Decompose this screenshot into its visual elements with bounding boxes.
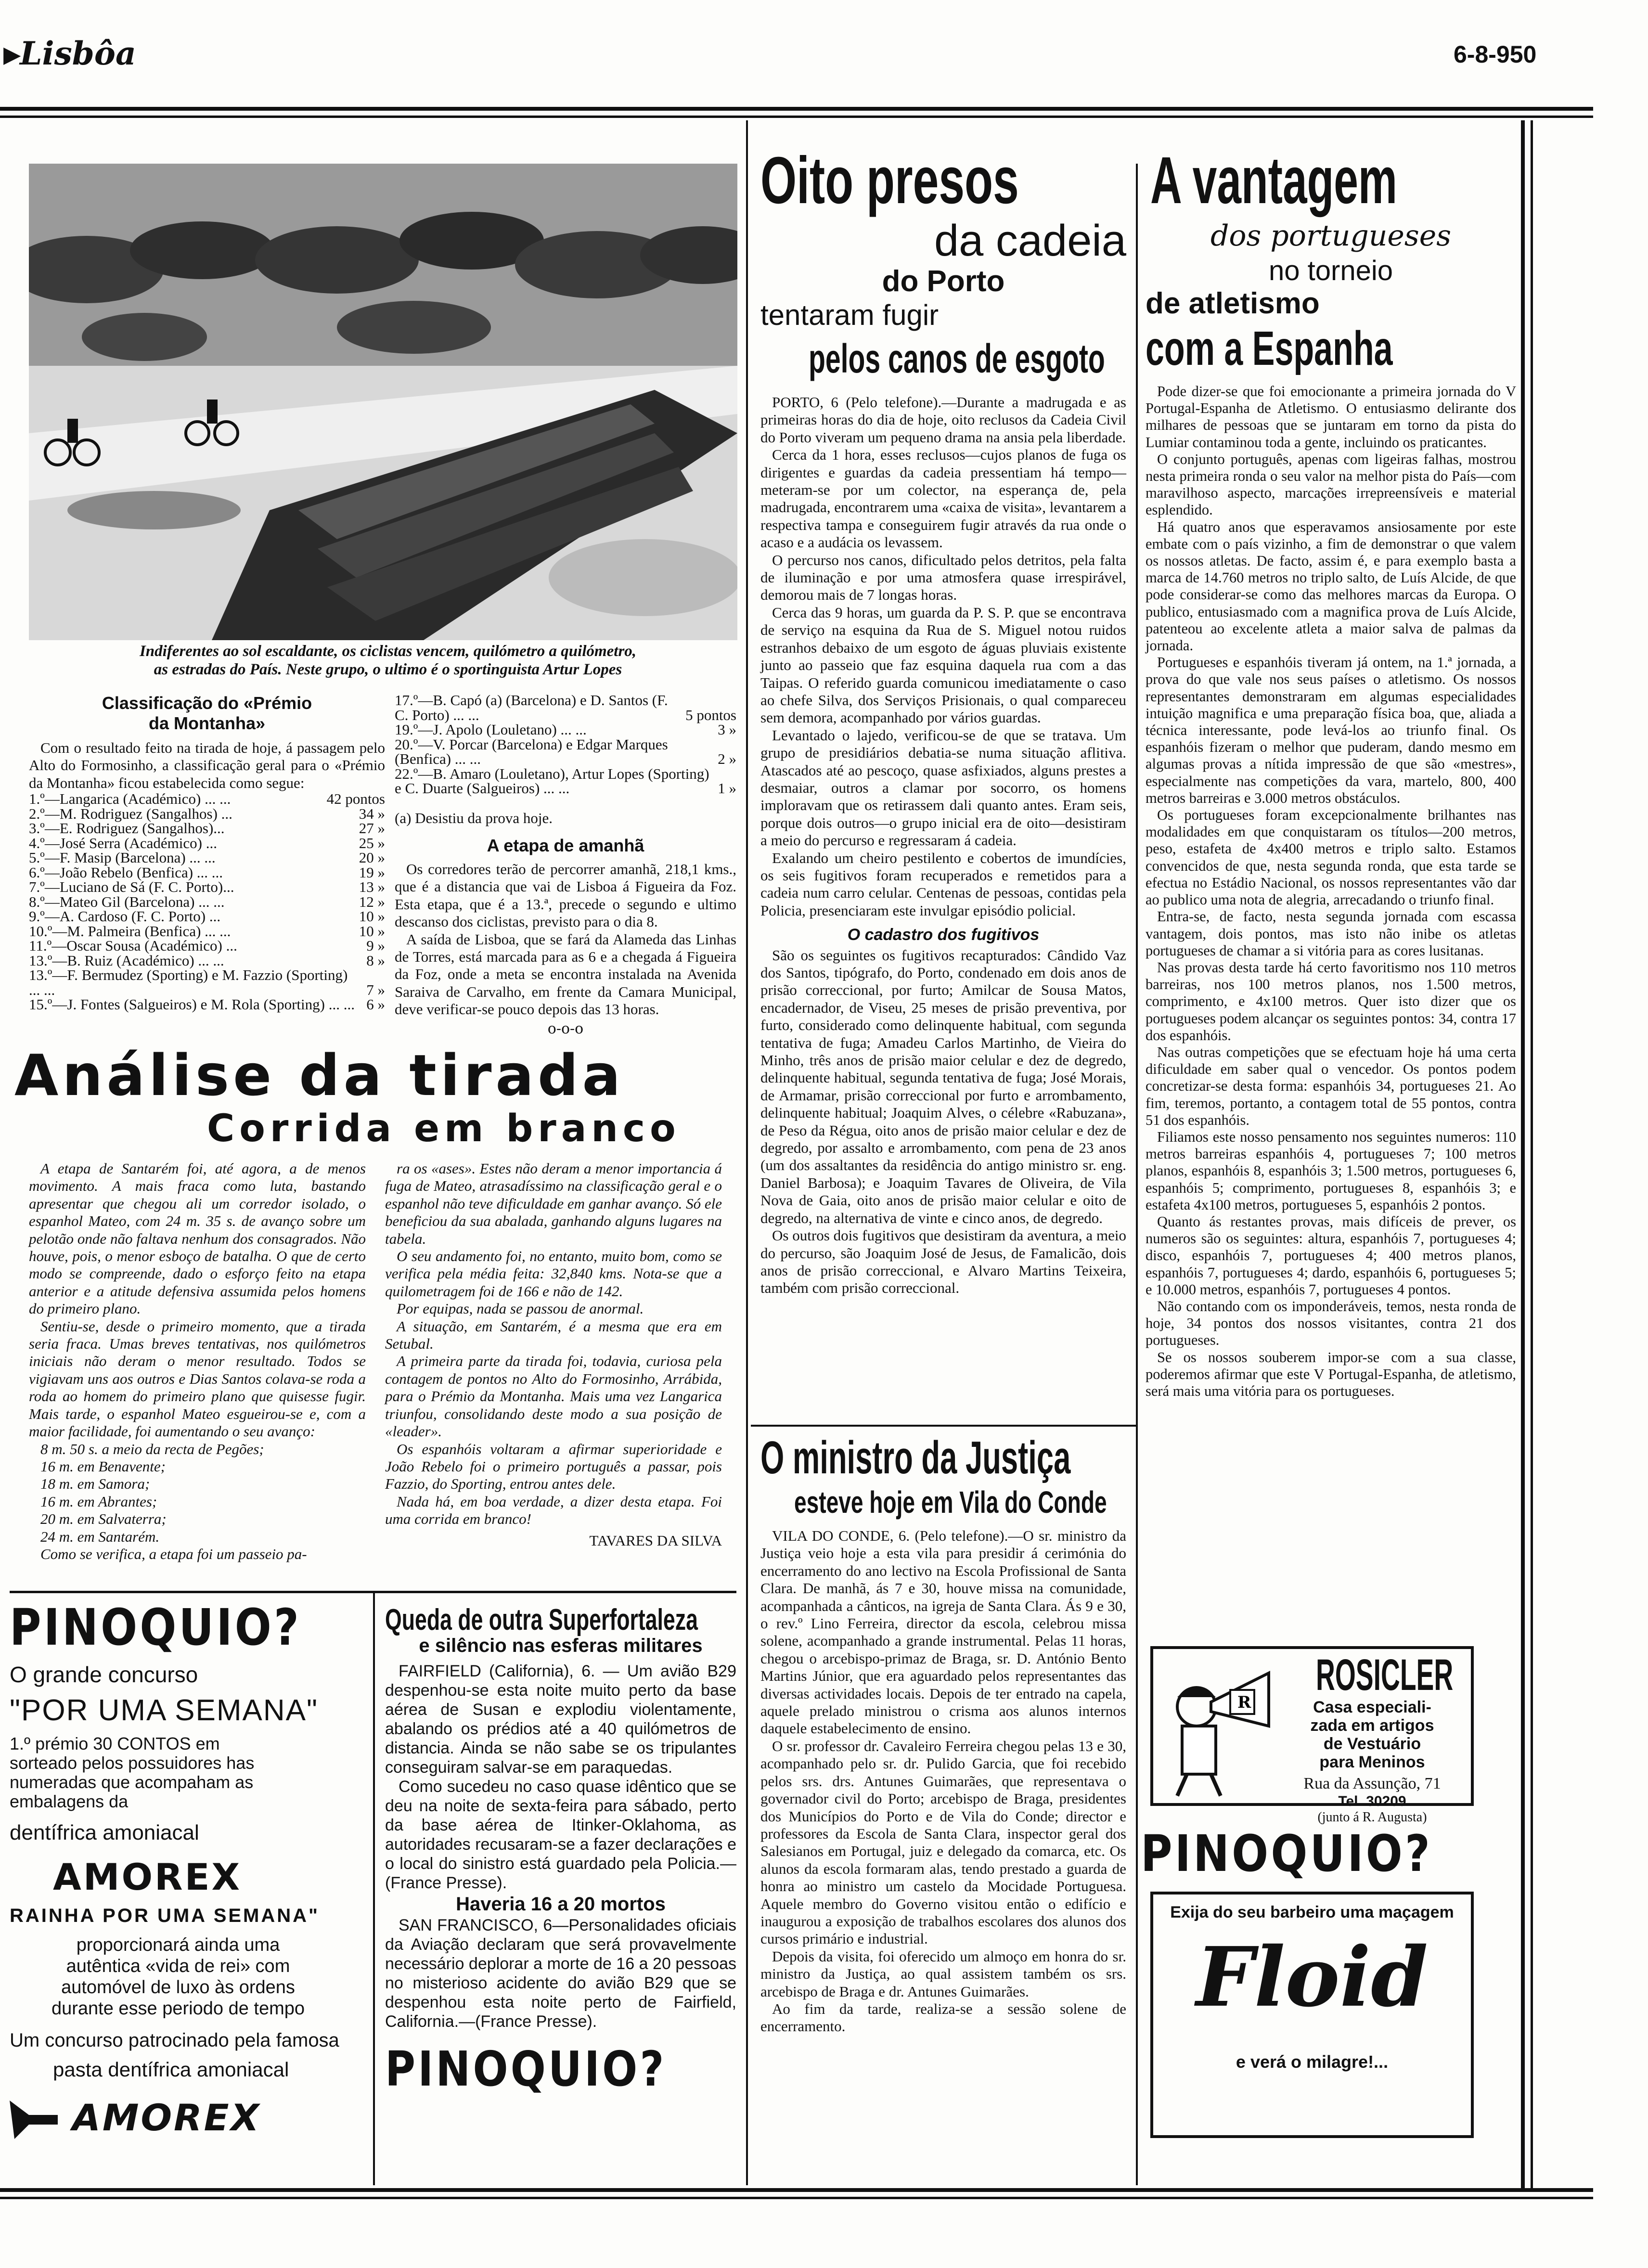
- classification-points: 12 »: [359, 893, 385, 910]
- classification-rider: Luciano de Sá (F. C. Porto)...: [59, 878, 234, 896]
- classification-rider: J. Apolo (Louletano) ... ...: [433, 721, 587, 738]
- dash: —: [418, 721, 433, 738]
- classification-position: 7.º: [29, 878, 45, 896]
- pinoquio-ad-title: PINOQUIO?: [10, 1598, 302, 1657]
- classification-position: 4.º: [29, 834, 45, 851]
- ad-line-semana: "POR UMA SEMANA": [10, 1694, 319, 1727]
- dash: —: [44, 893, 60, 910]
- classification-row: [29, 895, 385, 910]
- floid-line1: Exija do seu barbeiro uma maçagem: [1170, 1903, 1454, 1921]
- classification-points: 6 »: [366, 996, 385, 1013]
- classification-row: [395, 722, 736, 737]
- classification-note: (a) Desistiu da prova hoje.: [395, 809, 553, 826]
- oito-line2: da cadeia: [934, 216, 1126, 265]
- classification-position: 13.º: [29, 952, 52, 969]
- oito-title: Oito presos: [760, 143, 1019, 218]
- etapa-title: A etapa de amanhã: [487, 835, 644, 855]
- oito-line3: do Porto: [882, 265, 1005, 298]
- etapa-body: Os corredores terão de percorrer amanhã, 218,1 kms., que é a distancia que vai de Lisboa á Figueira da Foz. Esta etapa, que é a 13.ª, precede o segundo e ultimo descanso dos ciclistas, previsto para o dia 8. A saída de Lisboa, que se fará da Alameda das Linhas de Torres, está marcada para as 6 e a chegada á Figueira da Foz, onde a meta se encontra instalada na Avenida Saraiva de Carvalho, em frente da Camara Municipal, deve verificar-se pouco depois das 13 horas.: [395, 860, 736, 1018]
- ministro-rule: [751, 1425, 1136, 1427]
- oito-line5: pelos canos de esgoto: [809, 336, 1105, 381]
- vantagem-line3: no torneio: [1269, 255, 1393, 286]
- classification-rider: M. Rodriguez (Sangalhos) ...: [59, 805, 232, 822]
- vantagem-line4: de atletismo: [1146, 287, 1320, 320]
- ad-line-rainha: RAINHA POR UMA SEMANA": [10, 1905, 320, 1926]
- column-divider-mid: [746, 120, 748, 2185]
- analise-col1: A etapa de Santarém foi, até agora, a de menos movimento. A mais fraca como luta, bastando apresentar que chegou ali um corredor isolado, o espanhol Mateo, com 24 m. 35 s. de avanço sobre um pelotão onde não faltava nenhum dos consagrados. Não houve, pois, o menor esboço de batalha. O que de certo modo se compreende, dado o esforço feito na etapa anterior e a atitude defensiva assumida pelos homens do primeiro plano. Sentiu-se, desde o primeiro momento, que a tirada seria fraca. Umas breves tentativas, nos quilómetros iniciais não deram o menor resultado. Todos se vigiavam uns aos outros e Dias Santos colava-se roda a roda ao homem do primeiro plano que quisesse fugir. Mais tarde, o espanhol Mateo esgueirou-se e, com a maior facilidade, foi aumentando o seu avanço: 8 m. 50 s. a meio da recta de Pegões; 16 m. em Benavente; 18 m. em Samora; 16 m. em Abrantes; 20 m. em Salvaterra; 24 m. em Santarém. Como se verifica, a etapa foi um passeio pa-: [29, 1160, 366, 1562]
- fortaleza-subtitle: e silêncio nas esferas militares: [419, 1635, 703, 1656]
- dash: —: [418, 735, 433, 753]
- classification-row: [29, 997, 385, 1012]
- right-border: [1521, 120, 1525, 2190]
- oito-presos-article: [760, 144, 1126, 1297]
- classification-points: 20 »: [359, 849, 385, 866]
- cyclists-photo: [29, 164, 737, 640]
- classification-position: 1.º: [29, 790, 45, 808]
- dash: —: [44, 863, 60, 881]
- classification-points: 27 »: [359, 820, 385, 837]
- classification-position: 9.º: [29, 908, 45, 925]
- classification-position: 2.º: [29, 805, 45, 822]
- amorex-brand-footer: AMOREX: [72, 2096, 261, 2139]
- fortaleza-article: [385, 1603, 736, 2097]
- oito-subheading: O cadastro dos fugitivos: [847, 926, 1040, 944]
- classification-points: 8 »: [366, 952, 385, 969]
- classification-points: 5 pontos: [685, 706, 736, 723]
- classification-position: 3.º: [29, 820, 45, 837]
- dash: —: [44, 805, 60, 822]
- photo-caption: Indiferentes ao sol escaldante, os ciclistas vencem, quilómetro a quilómetro, as estradas do País. Neste grupo, o ultimo é o sportinguista Artur Lopes: [139, 643, 637, 678]
- classification-points: 10 »: [359, 922, 385, 940]
- dash: —: [44, 790, 60, 808]
- classification-rider: M. Palmeira (Benfica) ... ...: [67, 922, 231, 940]
- separator: o-o-o: [547, 1020, 584, 1037]
- dash: —: [52, 996, 67, 1013]
- classification-rider: B. Amaro (Louletano), Artur Lopes (Sporting) e C. Duarte (Salgueiros) ... ...: [395, 765, 709, 797]
- fortaleza-subheading: Haveria 16 a 20 mortos: [456, 1894, 666, 1915]
- fortaleza-body: FAIRFIELD (California), 6. — Um avião B29 despenhou-se esta noite muito perto da base aérea de Susan e explodiu violentamente, abalando os prédios até a 40 quilómetros de distancia. Ainda se não sabe se os tripulantes conseguiram salvar-se em paraquedas. Como sucedeu no caso quase idêntico que se deu na noite de sexta-feira para sábado, perto da base aérea de Itinker-Oklahoma, as autoridades recusaram-se a fazer declarações e o local do sinistro está guardado pela Policia.— (France Presse). Haveria 16 a 20 mortos SAN FRANCISCO, 6—Personalidades oficiais da Aviação declaram que será provavelmente necessário deplorar a morte de 16 a 20 pessoas no misterioso acidente do avião B29 que se despenhou esta noite perto de Fairfield, California.—(France Presse).: [385, 1662, 736, 2031]
- ad-line-dentifrica: dentífrica amoniacal: [10, 1821, 199, 1844]
- rosicler-text: ROSICLER Casa especiali- zada em artigos de Vestuário para Meninos Rua da Assunção, 71 Tel. 30209 (junto á R. Augusta): [1303, 1650, 1454, 1825]
- footer-rule: [0, 2188, 1593, 2192]
- classification-position: 5.º: [29, 849, 45, 866]
- classification-title: Classificação do «Prémio da Montanha»: [102, 693, 312, 733]
- classification-points: 3 »: [718, 721, 736, 738]
- hand-pointer-icon: [10, 2096, 58, 2139]
- classification-points: 25 »: [359, 834, 385, 851]
- classification-points: 13 »: [359, 878, 385, 896]
- classification-row: [29, 939, 385, 954]
- classification-rider: F. Bermudez (Sporting) e M. Fazzio (Sporting) ... ...: [29, 966, 348, 998]
- classification-position: 20.º: [395, 735, 418, 753]
- classification-points: 7 »: [366, 981, 385, 998]
- column-divider-right: [1136, 164, 1138, 2185]
- classification-position: 10.º: [29, 922, 52, 940]
- classification-rider: E. Rodriguez (Sangalhos)...: [59, 820, 225, 837]
- amorex-brand: AMOREX: [53, 1856, 242, 1898]
- ministro-article: [760, 1432, 1126, 2036]
- column-divider: [373, 1593, 375, 2185]
- classification-points: 34 »: [359, 805, 385, 822]
- classification-points: 42 pontos: [326, 790, 385, 808]
- classification-position: 22.º: [395, 765, 418, 782]
- classification-points: 9 »: [366, 937, 385, 954]
- classification-row: [29, 954, 385, 968]
- classification-row: [29, 880, 385, 895]
- classification-row: [395, 693, 736, 722]
- analise-author: TAVARES DA SILVA: [589, 1532, 722, 1549]
- classification-rider: Oscar Sousa (Académico) ...: [66, 937, 237, 954]
- analise-title: Análise da tirada: [14, 1042, 625, 1108]
- vantagem-line5: com a Espanha: [1146, 322, 1393, 375]
- classification-row: [29, 821, 385, 836]
- dash: —: [52, 922, 67, 940]
- vantagem-article: [1146, 144, 1516, 1400]
- section-title: ▸Lisbôa: [4, 35, 136, 72]
- vantagem-body: Pode dizer-se que foi emocionante a primeira jornada do V Portugal-Espanha de Atletismo. O entusiasmo delirante dos milhares de pessoas que se juntaram em torno da pista do Lumiar contaminou toda a gente, incluindo os praticantes. O conjunto português, apenas com ligeiras falhas, mostrou nesta primeira ronda o seu valor na melhor pista do País—com maravilhoso aspecto, marcações irrepreensíveis e material esplendido. Há quatro anos que esperavamos ansiosamente por este embate com o país vizinho, a fim de demonstrar o que valem os nossos atletas. De facto, assim é, e para exemplo basta a marca de 14.760 metros no triplo salto, de Luís Alcide, de que pode considerar-se como das melhores marcas da Europa. O publico, entusiasmado com a magnifica prova de Luís Alcide, patenteou ao excelente atleta a maior salva de palmas da jornada. Portugueses e espanhóis tiveram já ontem, na 1.ª jornada, a prova do que vale nos seus países o atletismo. Os nossos representantes demonstraram em algumas especialidades intuição magnifica e uma preparação física boa, que, aliada a técnica interessante, pode levá-los ao triunfo final. Os espanhóis fizeram o melhor que puderam, dando mesmo em algumas provas a nítida impressão de que são «mestres», especialmente nas competições da vara, martelo, 800, 400 metros barreiras e 3.000 metros obstáculos. Os portugueses foram excepcionalmente brilhantes nas modalidades em que conquistaram os títulos—200 metros, peso, estafeta de 4x400 metros e triplo salto. Estamos convencidos de que, nesta segunda ronda, que esta tarde se efectua no Estádio Nacional, os nossos representantes vão dar ao publico uma nota de alegria, arrecadando o triunfo final. Entra-se, de facto, nesta segunda jornada com escassa vantagem, dois pontos, mas isto não inibe os atletas portugueses de chamar a si vitória para as cores lusitanas. Nas provas desta tarde há certo favoritismo nos 110 metros barreiras, nos 100 metros planos, nos 1.500 metros, comprimento, e 4x100 metros. Quer isto dizer que os portugueses podem alcançar os seguintes pontos: 34, contra 17 dos espanhóis. Nas outras competições que se efectuam hoje há uma certa dificuldade em saber qual o vencedor. Os pontos podem concretizar-se desta forma: espanhóis 34, portugueses 21. Ao fim, teremos, portanto, a contagem total de 55 pontos, contra 51 dos espanhóis. Filiamos este nosso pensamento nos seguintes numeros: 110 metros barreiras espanhóis 4, portugueses 7; 100 metros planos, espanhóis 8, espanhóis 3; 1.500 metros, portugueses 6, espanhóis 5; comprimento, portugueses 8, espanhóis 3; e estafeta 4x100 metros, portugueses 5, espanhóis 2 pontos. Quanto ás restantes provas, mais difíceis de prever, os numeros são os seguintes: altura, espanhóis 7, portugueses 4; disco, espanhóis 7, portugueses 4; 400 metros planos, espanhóis 7, portugueses 4; dardo, espanhóis 6, portugueses 5; e 10.000 metros, espanhóis 7, portugueses 4 pontos. Não contando com os imponderáveis, temos, nesta ronda de hoje, 34 pontos dos nossos visitantes, contra 21 dos portugueses. Se os nossos souberem impor-se com a sua classe, poderemos afirmar que este V Portugal-Espanha, de atletismo, será mais uma vitória para os portugueses.: [1146, 383, 1516, 1399]
- dash: —: [44, 849, 60, 866]
- dash: —: [52, 952, 67, 969]
- classification-position: 6.º: [29, 863, 45, 881]
- header-rule-thin: [0, 116, 1593, 118]
- classification-row: [29, 909, 385, 924]
- svg-text:R: R: [1237, 1693, 1251, 1712]
- ad-line-vida: proporcionará ainda uma autêntica «vida de rei» com automóvel de luxo às ordens durante esse periodo de tempo: [51, 1935, 305, 2019]
- fortaleza-title: Queda de outra Superfortaleza: [385, 1603, 698, 1637]
- classification-position: 17.º: [395, 692, 418, 709]
- classification-rider: Langarica (Académico) ... ...: [59, 790, 231, 808]
- cyclists-photo-illustration: [29, 164, 737, 640]
- dash: —: [44, 908, 60, 925]
- header-rule: [0, 107, 1593, 111]
- classification-row: [29, 792, 385, 807]
- classification-position: 19.º: [395, 721, 418, 738]
- dash: —: [52, 966, 67, 984]
- analise-subtitle: Corrida em branco: [207, 1107, 681, 1150]
- ministro-title: O ministro da Justiça: [760, 1432, 1071, 1483]
- floid-brand: Floid: [1196, 1929, 1429, 2025]
- classification-points: 2 »: [718, 750, 736, 767]
- ad-line-pasta: pasta dentífrica amoniacal: [53, 2058, 289, 2081]
- dash: —: [418, 692, 433, 709]
- right-border-thin: [1531, 120, 1533, 2190]
- dash: —: [44, 834, 60, 851]
- classification-column-right: [395, 693, 736, 1037]
- page-date: 6-8-950: [1454, 41, 1537, 68]
- amorex-footer: [10, 2096, 366, 2139]
- classification-points: 1 »: [718, 780, 736, 797]
- classification-rider: João Rebelo (Benfica) ... ...: [59, 863, 223, 881]
- dash: —: [52, 937, 67, 954]
- classification-position: 8.º: [29, 893, 45, 910]
- classification-row: [29, 807, 385, 822]
- classification-rider: A. Cardoso (F. C. Porto) ...: [59, 908, 221, 925]
- dash: —: [418, 765, 433, 782]
- ministro-body: VILA DO CONDE, 6. (Pelo telefone).—O sr. ministro da Justiça veio hoje a esta vila para presidir á cerimónia do encerramento do ano lectivo na Escola Profissional de Santa Clara. De manhã, ás 7 e 30, houve missa na comunidade, acompanhada a cânticos, na igreja de Santa Clara. Ás 9 e 30, o rev.º Lino Ferreira, director da escola, celebrou missa solene, acompanhado a grande instrumental. Pelas 11 horas, chegou o arcebispo-primaz de Braga, sr. D. António Bento Martins Júnior, que era aguardado pelos representantes das diversas actividades locais. Depois de ter entrado na capela, aquele prelado ministrou o crisma aos alunos internos daquele estabelecimento de ensino. O sr. professor dr. Cavaleiro Ferreira chegou pelas 13 e 30, acompanhado pelo sr. dr. Pulido Garcia, que foi recebido pelos srs. drs. Antunes Guimarães, que representava o governador civil do Porto; arcebispo de Braga, presidentes dos Municípios do Porto e de Vila do Conde; director e professores da Escola de Santa Clara, inspector geral dos Salesianos em Portugal, juiz e delegado da comarca, etc. Os alunos da escola formaram alas, tendo prestado a guarda de honra ao ministro um castelo da Mocidade Portuguesa. Aquele membro do Governo visitou então o edifício e inaugurou a exposição de trabalhos escolares dos alunos dos cursos primário e industrial. Depois da visita, foi oferecido um almoço em honra do sr. ministro da Justiça, ao qual assistem também os srs. arcebispo de Braga e dr. Antunes Guimarães. Ao fim da tarde, realiza-se a sessão solene de encerramento.: [760, 1527, 1126, 2035]
- oito-body: PORTO, 6 (Pelo telefone).—Durante a madrugada e as primeiras horas do dia de hoje, oito reclusos da Cadeia Civil do Porto viveram um pequeno drama na ansia pela liberdade. Cerca da 1 hora, esses reclusos—cujos planos de fuga os dirigentes e guardas da cadeia pressentiam há tempo—meteram-se por um colector, na esperança de, pela madrugada, encontrarem uma «caixa de visita», levantarem a respectiva tampa e conseguirem fugir através da rua onde o acaso e a audácia os levassem. O percurso nos canos, dificultado pelos detritos, pela falta de iluminação e por uma atmosfera quase irrespirável, demorou mais de 7 longas horas. Cerca das 9 horas, um guarda da P. S. P. que se encontrava de serviço na esquina da Rua de S. Miguel notou ruidos estranhos debaixo de um esgoto de águas pluviais existente junto ao passeio que faz esquina daquela rua com a das Taipas. O referido guarda comunicou imediatamente o caso ao chefe Silva, dos Serviços Prisionais, o qual compareceu sem demora, acompanhado por vários guardas. Levantado o lajedo, verificou-se de que se tratava. Um grupo de presidiários debatia-se numa situação aflitiva. Atascados até ao pescoço, quase asfixiados, alguns prestes a desmaiar, outros a clamar por socorro, os homens imploravam que os retirassem dali quanto antes. Eram seis, porque dois outros—o grupo inicial era de oito—desistiram a meio do percurso e regressaram á cadeia. Exalando um cheiro pestilento e cobertos de imundícies, os seis fugitivos foram recuperados e remetidos para a cadeia num carro celular. Centenas de pessoas, contidas pela Policia, presenciaram este invulgar episódio policial. O cadastro dos fugitivos São os seguintes os fugitivos recapturados: Cândido Vaz dos Santos, tipógrafo, do Porto, condenado em dois anos de prisão correccional, por furto; Amilcar de Sousa Matos, encadernador, de Viseu, 25 meses de prisão preventiva, por furto, considerado como delinquente habitual, com segunda tentativa de fuga; Amadeu Carlos Martinho, de Vieira do Minho, três anos de prisão maior celular e dez de degredo, delinquente habitual, segunda tentativa de fuga; José Morais, de Armamar, prisão correccional por furto e arrombamento, delinquente habitual; Joaquim Alves, o célebre «Rabuzana», de Peso da Régua, oito anos de prisão maior celular e dez de degredo, por assalto e arrombamento, com pena de 23 anos (um dos assaltantes da residência do antigo ministro sr. eng. Daniel Barbosa); e Joaquim Tavares de Oliveira, de Vila Nova de Gaia, oito anos de prisão maior celular e oito de degredo, na alternativa de vinte e cinco anos, de degredo. Os outros dois fugitivos que desistiram da aventura, a meio do percurso, são Joaquim José de Jesus, de Famalicão, dois anos de prisão correccional, e Alvaro Martins Teixeira, também com prisão correccional.: [760, 394, 1127, 1297]
- classification-row: [29, 865, 385, 880]
- classification-points: 19 »: [359, 863, 385, 881]
- classification-rider: José Serra (Académico) ...: [59, 834, 217, 851]
- rosicler-name: ROSICLER: [1316, 1650, 1454, 1700]
- vantagem-line2: dos portugueses: [1210, 219, 1451, 253]
- classification-table-right: [395, 693, 736, 796]
- arrow-icon: ▸: [4, 36, 20, 71]
- classification-row: [29, 924, 385, 939]
- classification-rider: B. Capó (a) (Barcelona) e D. Santos (F. C. Porto) ... ...: [395, 692, 668, 723]
- classification-row: [29, 850, 385, 865]
- pinoquio-amorex-ad: [10, 1598, 366, 2176]
- pinoquio-mid-title: PINOQUIO?: [385, 2041, 667, 2097]
- ad-line-premio: 1.º prémio 30 CONTOS em sorteado pelos possuidores has numeradas que acompaham as embalagens da: [10, 1734, 255, 1811]
- analise-col2: ra os «ases». Estes não deram a menor importancia á fuga de Mateo, atrasadíssimo na classificação geral e o espanhol não teve dificuldade em ganhar avanço. Só ele beneficiou da sua abalada, ganhando alguns lugares na tabela. O seu andamento foi, no entanto, muito bom, como se verifica pela média feita: 32,840 kms. Nota-se que a quilometragem foi de 166 e não de 142. Por equipas, nada se passou de anormal. A situação, em Santarém, é a mesma que era em Setubal. A primeira parte da tirada foi, todavia, curiosa pela contagem de pontos no Alto do Formosinho, Arrábida, para o Prémio da Montanha. Mais uma vez Langarica triunfou, consolidando deste modo a sua posição de «leader». Os espanhóis voltaram a afirmar superioridade e João Rebelo foi o primeiro português a passar, pois Fazzio, do Sporting, entrou antes dele. Nada há, em boa verdade, a dizer desta etapa. Foi uma corrida em branco! TAVARES DA SILVA: [385, 1160, 722, 1549]
- classification-row: [29, 836, 385, 851]
- pinoquio-right-title: PINOQUIO?: [1141, 1824, 1433, 1883]
- footer-rule-thin: [0, 2197, 1593, 2199]
- ad-line-contest: O grande concurso: [10, 1662, 198, 1687]
- classification-row: [395, 737, 736, 767]
- oito-line4: tentaram fugir: [760, 299, 939, 331]
- classification-row: [395, 767, 736, 796]
- classification-intro: Com o resultado feito na tirada de hoje, á passagem pelo Alto do Formosinho, a classificação geral para o «Prémio da Montanha» ficou estabelecida como segue:: [29, 739, 385, 791]
- classification-table-left: [29, 792, 385, 1012]
- dash: —: [44, 820, 60, 837]
- ad-line-sponsor: Um concurso patrocinado pela famosa: [10, 2030, 339, 2051]
- classification-position: 15.º: [29, 996, 52, 1013]
- classification-rider: J. Fontes (Salgueiros) e M. Rola (Sporting) ... ...: [67, 996, 355, 1013]
- rosicler-ad: [1150, 1646, 1474, 1825]
- floid-line2: e verá o milagre!...: [1236, 2052, 1389, 2072]
- classification-position: 11.º: [29, 937, 52, 954]
- classification-rider: F. Masip (Barcelona) ... ...: [59, 849, 216, 866]
- classification-rider: B. Ruiz (Académico) ... ...: [67, 952, 224, 969]
- classification-rider: V. Porcar (Barcelona) e Edgar Marques (Benfica) ... ...: [395, 735, 668, 767]
- floid-ad: [1150, 1892, 1474, 2138]
- dash: —: [44, 878, 60, 896]
- classification-column: [29, 693, 385, 1012]
- ministro-subtitle: esteve hoje em Vila do Conde: [794, 1485, 1107, 1520]
- classification-rider: Mateo Gil (Barcelona) ... ...: [59, 893, 225, 910]
- classification-points: 10 »: [359, 908, 385, 925]
- classification-row: [29, 968, 385, 997]
- vantagem-title: A vantagem: [1150, 143, 1397, 218]
- boy-trumpet-icon: [1158, 1654, 1278, 1798]
- classification-position: 13.º: [29, 966, 52, 984]
